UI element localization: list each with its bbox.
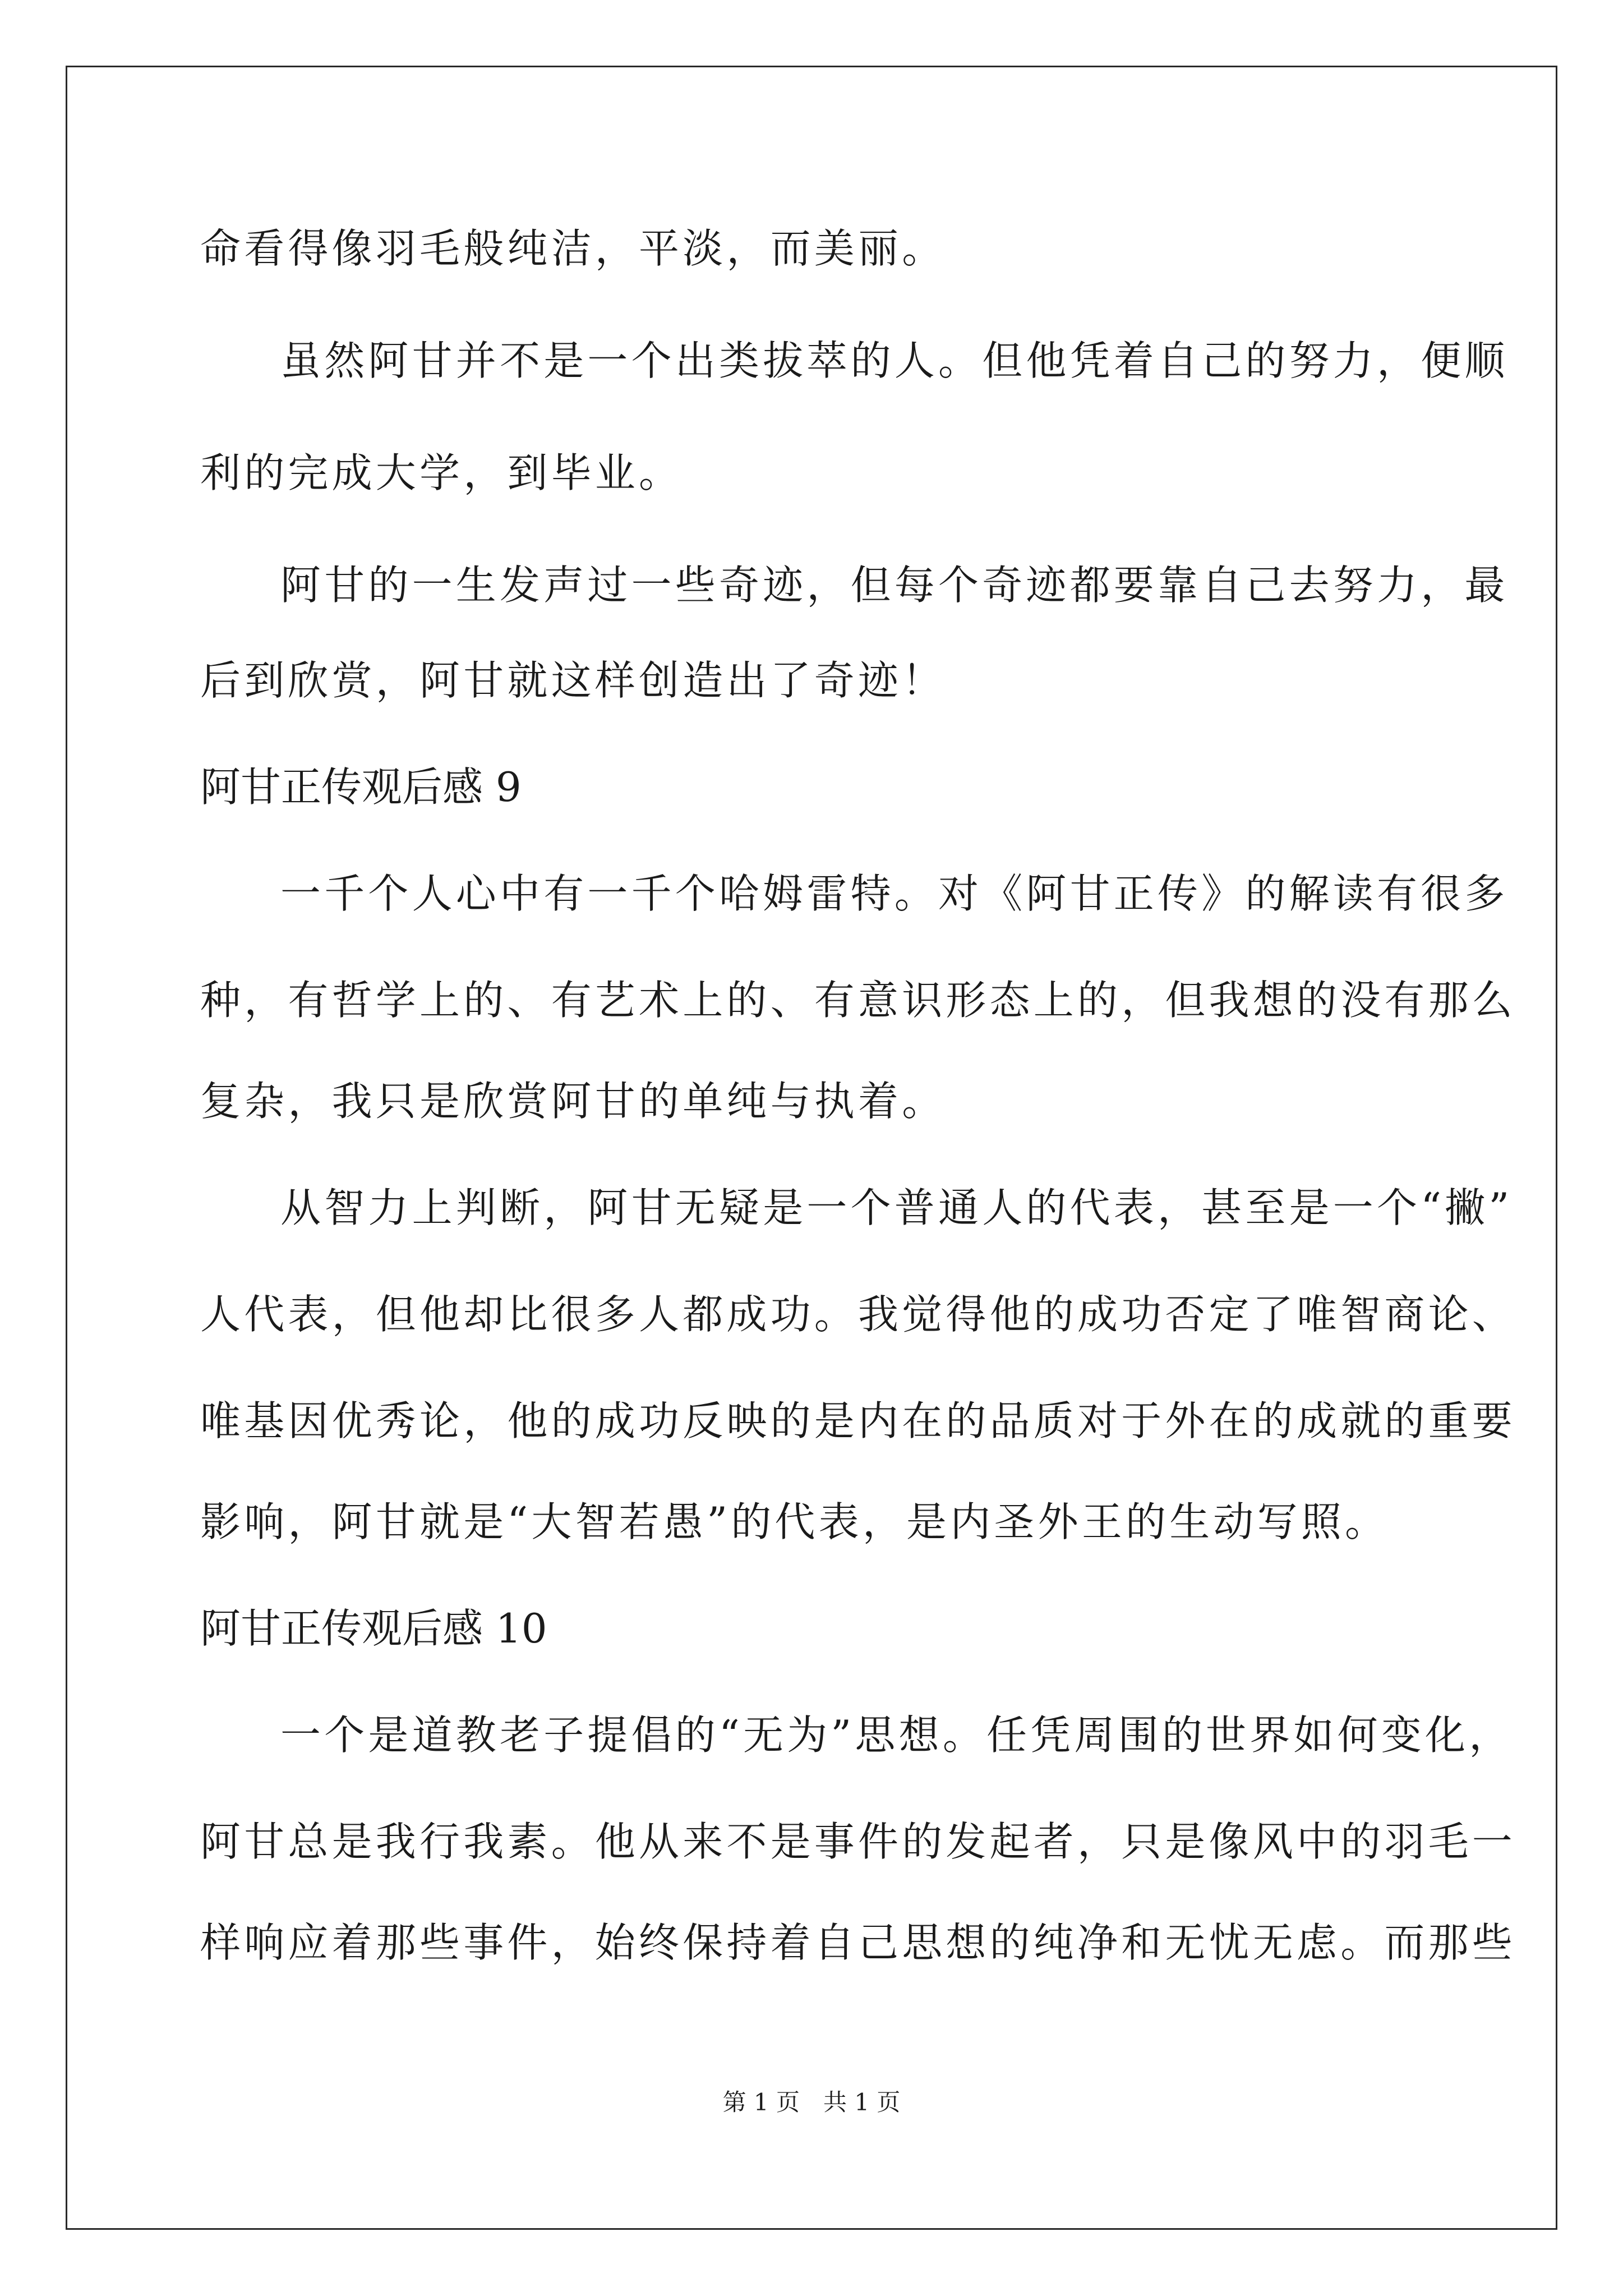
body-line: 唯基因优秀论，他的成功反映的是内在的品质对于外在的成就的重要: [200, 1397, 1516, 1444]
section-heading: 阿甘正传观后感 9: [200, 763, 522, 811]
body-line: 一千个人心中有一千个哈姆雷特。对《阿甘正传》的解读有很多: [280, 870, 1509, 917]
body-line: 虽然阿甘并不是一个出类拔萃的人。但他凭着自己的努力，便顺: [280, 337, 1509, 384]
section-heading: 阿甘正传观后感 10: [200, 1605, 547, 1652]
body-line: 人代表，但他却比很多人都成功。我觉得他的成功否定了唯智商论、: [200, 1291, 1516, 1338]
body-line: 影响，阿甘就是“大智若愚”的代表，是内圣外王的生动写照。: [200, 1498, 1389, 1545]
body-line: 利的完成大学，到毕业。: [200, 449, 683, 496]
body-line: 样响应着那些事件，始终保持着自己思想的纯净和无忧无虑。而那些: [200, 1919, 1516, 1966]
body-line: 种，有哲学上的、有艺术上的、有意识形态上的，但我想的没有那么: [200, 977, 1516, 1024]
body-line: 阿甘的一生发声过一些奇迹，但每个奇迹都要靠自己去努力，最: [280, 562, 1509, 609]
body-line: 后到欣赏，阿甘就这样创造出了奇迹！: [200, 657, 946, 704]
page-number-footer: 第 1 页 共 1 页: [722, 2088, 901, 2116]
body-line: 命看得像羽毛般纯洁，平淡，而美丽。: [200, 225, 946, 272]
body-line: 阿甘总是我行我素。他从来不是事件的发起者，只是像风中的羽毛一: [200, 1818, 1516, 1865]
body-line: 从智力上判断，阿甘无疑是一个普通人的代表，甚至是一个“撇”: [280, 1184, 1513, 1231]
page-border: [66, 66, 1557, 2230]
body-line: 一个是道教老子提倡的“无为”思想。任凭周围的世界如何变化，: [280, 1711, 1513, 1759]
body-line: 复杂，我只是欣赏阿甘的单纯与执着。: [200, 1078, 946, 1125]
